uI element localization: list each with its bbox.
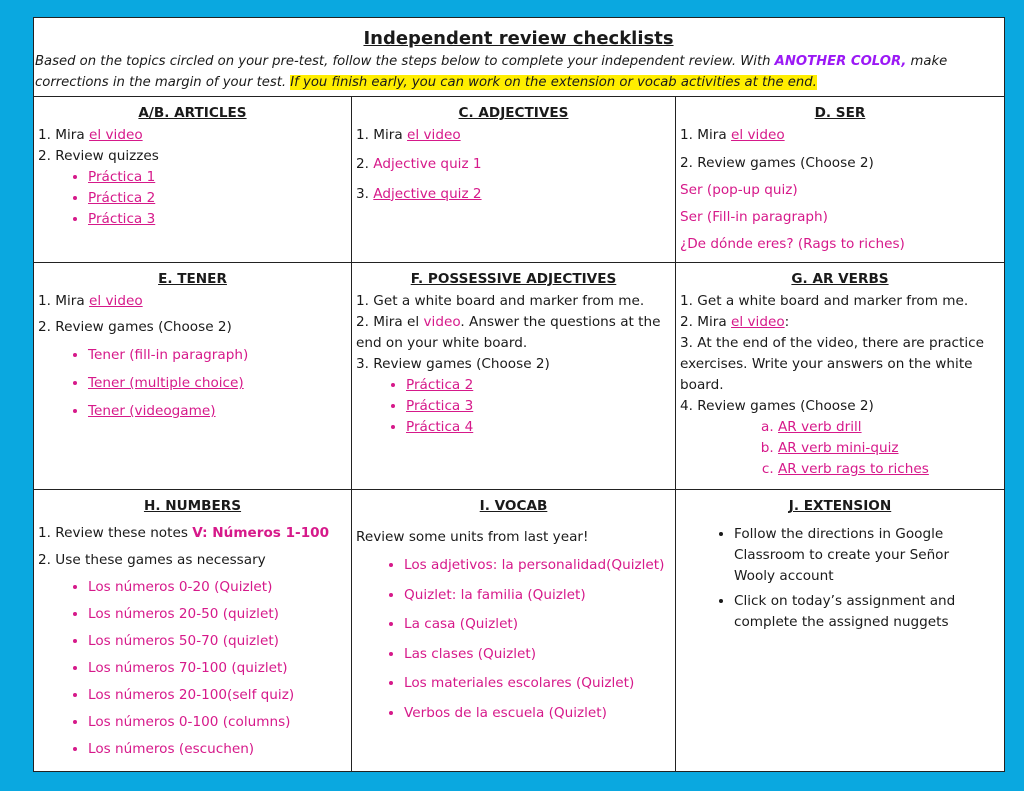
game-link[interactable]: AR verb mini-quiz bbox=[778, 440, 899, 456]
checklist-grid bbox=[34, 97, 1004, 771]
step-1 bbox=[356, 125, 671, 146]
step-2 bbox=[356, 150, 671, 180]
step-2 bbox=[356, 312, 671, 354]
section-title: F. POSSESSIVE ADJECTIVES bbox=[410, 271, 617, 287]
list-item[interactable] bbox=[404, 640, 671, 670]
extension-list bbox=[680, 524, 1000, 633]
game-link[interactable]: Tener (multiple choice) bbox=[88, 375, 244, 391]
game-link[interactable]: Los números 50-70 (quizlet) bbox=[88, 633, 279, 649]
step-text: 1. Mira bbox=[38, 293, 90, 309]
game-list bbox=[356, 375, 671, 438]
section-title: D. SER bbox=[814, 105, 866, 121]
list-item[interactable] bbox=[88, 736, 347, 763]
step-3: 3. At the end of the video, there are practice exercises. Write your answers on the white board. bbox=[680, 335, 984, 393]
step-1 bbox=[38, 520, 347, 547]
game-link[interactable]: AR verb rags to riches bbox=[778, 461, 929, 477]
vocab-link[interactable]: Las clases (Quizlet) bbox=[404, 645, 537, 662]
vocab-link[interactable]: Los materiales escolares (Quizlet) bbox=[404, 675, 635, 691]
intro-text-1: Based on the topics circled on your pre-test, follow the steps below to complete your independent review. With bbox=[35, 54, 775, 69]
section-title: C. ADJECTIVES bbox=[458, 105, 569, 121]
instructions-text bbox=[35, 51, 1002, 93]
video-link[interactable]: el video bbox=[731, 314, 785, 330]
list-item[interactable] bbox=[88, 188, 347, 209]
step-2: 2. Review games (Choose 2) bbox=[680, 155, 874, 171]
section-tener bbox=[34, 263, 352, 490]
step-text: 1. Mira bbox=[356, 127, 408, 143]
list-item[interactable] bbox=[88, 167, 347, 188]
section-title: H. NUMBERS bbox=[143, 498, 242, 514]
game-link[interactable]: Los números 20-50 (quizlet) bbox=[88, 606, 279, 622]
section-adjectives bbox=[352, 97, 676, 263]
section-numbers bbox=[34, 490, 352, 771]
step-4: 4. Review games (Choose 2) bbox=[680, 398, 874, 414]
list-item[interactable] bbox=[778, 459, 1000, 480]
list-item[interactable] bbox=[778, 417, 1000, 438]
quiz-link[interactable]: Adjective quiz 1 bbox=[373, 156, 482, 172]
section-title: A/B. ARTICLES bbox=[138, 105, 247, 121]
list-item[interactable] bbox=[88, 682, 347, 709]
list-item[interactable] bbox=[88, 655, 347, 682]
quiz-link[interactable]: Práctica 2 bbox=[88, 190, 156, 206]
step-3: 3. Review games (Choose 2) bbox=[356, 356, 550, 372]
game-link[interactable]: AR verb drill bbox=[778, 419, 862, 435]
video-link[interactable]: el video bbox=[407, 127, 461, 143]
quiz-link[interactable]: Práctica 1 bbox=[88, 169, 156, 185]
step-2: 2. Use these games as necessary bbox=[38, 552, 266, 568]
section-title: I. VOCAB bbox=[479, 498, 548, 514]
video-link[interactable]: el video bbox=[89, 293, 143, 309]
game-link[interactable]: Práctica 3 bbox=[406, 398, 474, 414]
document-title: Independent review checklists bbox=[363, 28, 674, 49]
section-possessive-adjectives bbox=[352, 263, 676, 490]
step-text: : bbox=[784, 314, 790, 330]
vocab-intro: Review some units from last year! bbox=[356, 529, 589, 545]
list-item[interactable] bbox=[88, 369, 347, 397]
list-item[interactable] bbox=[88, 341, 347, 369]
list-item[interactable] bbox=[88, 709, 347, 736]
game-list bbox=[680, 417, 1000, 480]
list-item[interactable] bbox=[88, 397, 347, 425]
step-text: 1. Review these notes bbox=[38, 525, 193, 541]
step-2: 2. Review quizzes bbox=[38, 148, 159, 164]
vocab-link[interactable]: Los adjetivos: la personalidad(Quizlet) bbox=[404, 557, 665, 573]
list-item[interactable] bbox=[88, 601, 347, 628]
vocab-link[interactable]: Verbos de la escuela (Quizlet) bbox=[404, 704, 607, 721]
list-item[interactable] bbox=[404, 610, 671, 640]
step-1: 1. Get a white board and marker from me. bbox=[356, 293, 645, 309]
game-link[interactable]: Práctica 4 bbox=[406, 419, 474, 435]
step-1 bbox=[38, 125, 347, 146]
quiz-link[interactable]: Adjective quiz 2 bbox=[373, 185, 482, 202]
step-2 bbox=[680, 312, 1000, 333]
step-text: 1. Mira bbox=[680, 127, 732, 143]
section-articles bbox=[34, 97, 352, 263]
checklist-document bbox=[33, 17, 1005, 772]
game-link[interactable]: Ser (Fill-in paragraph) bbox=[680, 209, 828, 225]
step-text: 3. bbox=[356, 185, 374, 202]
game-link[interactable]: Tener (videogame) bbox=[88, 403, 216, 419]
video-link[interactable]: el video bbox=[731, 127, 785, 143]
game-link[interactable]: Tener (fill-in paragraph) bbox=[88, 347, 249, 363]
list-item[interactable] bbox=[404, 581, 671, 611]
section-title: G. AR VERBS bbox=[791, 271, 889, 287]
list-item[interactable] bbox=[88, 574, 347, 601]
section-ar-verbs bbox=[676, 263, 1004, 490]
step-text: . Answer the questions at the end on your white board. bbox=[356, 314, 661, 351]
step-1 bbox=[680, 125, 1000, 146]
video-link[interactable]: video bbox=[423, 314, 461, 330]
quiz-link[interactable]: Práctica 3 bbox=[88, 211, 156, 227]
list-item[interactable] bbox=[778, 438, 1000, 459]
list-item[interactable] bbox=[406, 375, 671, 396]
step-text: 2. bbox=[356, 156, 374, 172]
quiz-list bbox=[38, 167, 347, 230]
step-3 bbox=[356, 180, 671, 210]
game-link[interactable]: Los números 20-100(self quiz) bbox=[88, 687, 295, 703]
list-item: • Follow the directions in Google Classroom to create your Señor Wooly account bbox=[734, 524, 980, 587]
list-item[interactable] bbox=[88, 628, 347, 655]
intro-accent: ANOTHER COLOR, bbox=[774, 54, 907, 69]
section-ser bbox=[676, 97, 1004, 263]
list-item[interactable] bbox=[406, 417, 671, 438]
list-item[interactable] bbox=[88, 209, 347, 230]
game-list bbox=[38, 341, 347, 425]
step-text: 2. Mira bbox=[680, 314, 732, 330]
step-1 bbox=[38, 291, 347, 312]
game-list bbox=[38, 574, 347, 763]
video-link[interactable]: el video bbox=[89, 127, 143, 143]
step-text: 2. Mira el bbox=[356, 314, 424, 330]
intro-highlight: If you finish early, you can work on the extension or vocab activities at the end. bbox=[290, 75, 817, 90]
list-item[interactable] bbox=[406, 396, 671, 417]
section-extension bbox=[676, 490, 1004, 771]
step-2: 2. Review games (Choose 2) bbox=[38, 319, 232, 335]
list-item[interactable] bbox=[404, 699, 671, 729]
step-text: 1. Mira bbox=[38, 127, 90, 143]
section-title: E. TENER bbox=[158, 271, 227, 287]
game-link[interactable]: Práctica 2 bbox=[406, 377, 474, 393]
game-link[interactable]: Ser (pop-up quiz) bbox=[680, 182, 798, 198]
list-item[interactable] bbox=[404, 551, 671, 581]
notes-link[interactable]: V: Números 1-100 bbox=[192, 525, 330, 541]
section-vocab bbox=[352, 490, 676, 771]
vocab-list bbox=[356, 551, 671, 728]
list-item: • Click on today’s assignment and complete the assigned nuggets bbox=[734, 591, 980, 633]
game-link[interactable]: Los números 0-100 (columns) bbox=[88, 714, 291, 730]
vocab-link[interactable]: Quizlet: la familia (Quizlet) bbox=[404, 586, 586, 603]
list-item[interactable] bbox=[404, 669, 671, 699]
step-1: 1. Get a white board and marker from me. bbox=[680, 293, 969, 309]
intro-text-2: make corrections in the margin of your test. bbox=[35, 54, 948, 90]
vocab-link[interactable]: La casa (Quizlet) bbox=[404, 616, 519, 632]
game-link[interactable]: Los números (escuchen) bbox=[88, 741, 255, 757]
game-link[interactable]: Los números 70-100 (quizlet) bbox=[88, 660, 288, 676]
document-header bbox=[34, 18, 1004, 97]
section-title: J. EXTENSION bbox=[788, 498, 892, 514]
game-link[interactable]: Los números 0-20 (Quizlet) bbox=[88, 579, 273, 595]
game-link[interactable]: ¿De dónde eres? (Rags to riches) bbox=[680, 236, 905, 252]
